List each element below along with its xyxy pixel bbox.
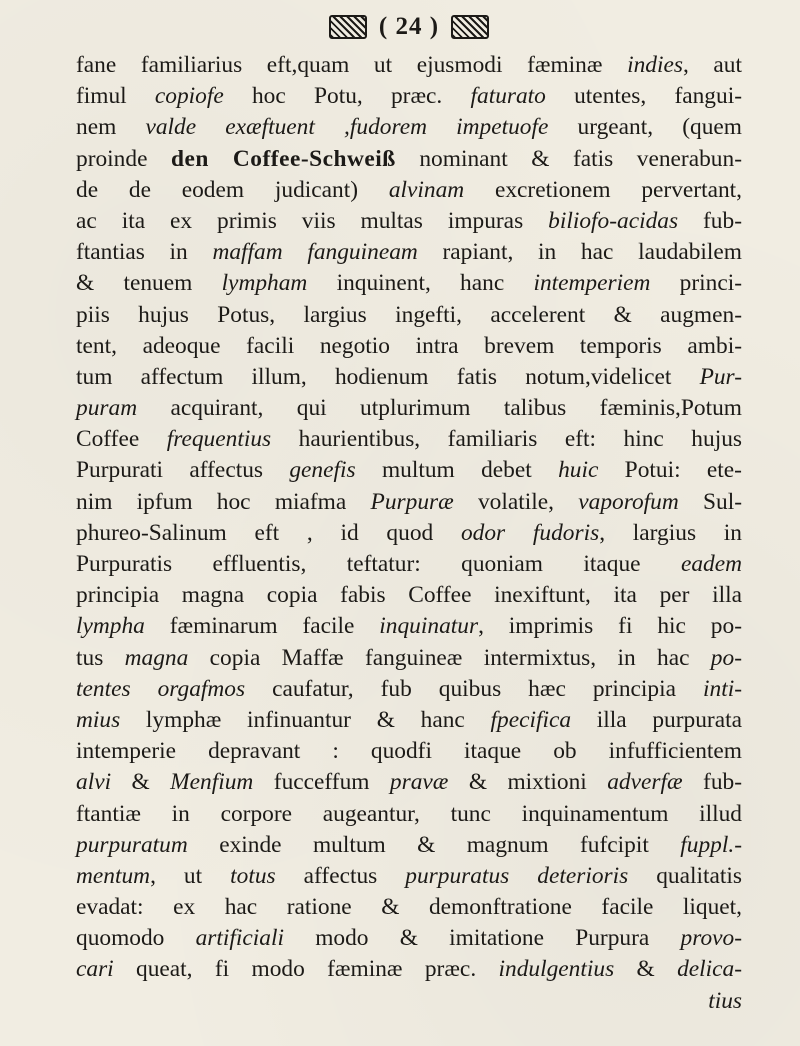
text-line [76,268,742,299]
italic-text: copiofe [154,83,224,110]
text-segment: urgeant, (quem [548,114,743,141]
text-segment: excretionem pervertant, [464,176,743,203]
right-ornament-icon [451,15,489,39]
body-text [76,50,742,1017]
text-segment: principia magna copia fabis Coffee inexiftunt, ita per illa [76,582,742,609]
text-line [76,643,742,674]
italic-text: valde exæftuent ,fudorem impetuofe [145,114,549,141]
text-segment: hoc Potu, præc. [223,83,471,110]
text-line [76,705,742,736]
text-line [76,144,742,175]
text-segment: & tenuem [76,270,222,297]
text-segment: tus [76,644,125,671]
italic-text: lympha [76,613,145,640]
text-segment: nem [76,114,146,141]
text-segment: princi- [650,270,742,297]
text-segment: Sul- [678,488,742,515]
text-segment: fimul [76,83,155,110]
text-segment: intemperie depravant : quodfi itaque ob infufficientem [76,738,742,765]
italic-text: pravæ [389,769,449,796]
text-segment: nim ipfum hoc miafma [76,488,371,515]
text-segment: & [111,769,171,796]
text-line [76,736,742,767]
text-segment: , aut [682,52,742,78]
text-segment: Potui: ete- [598,457,742,484]
text-line [76,611,742,642]
italic-text: tius [708,987,742,1014]
text-line [76,830,742,861]
italic-text: provo- [680,925,743,952]
text-line [76,362,742,393]
italic-text: fpecifica [490,706,572,733]
text-line [76,424,742,455]
italic-text: frequentius [166,426,272,453]
text-segment: Purpurati affectus [76,457,290,484]
text-line [76,580,742,611]
italic-text: indies [627,52,683,78]
italic-text: artificiali [195,925,284,952]
italic-text: Pur- [699,363,742,390]
text-segment: fucceffum [253,769,390,796]
text-line [76,767,742,798]
text-line [76,861,742,892]
italic-text: fuppl.- [680,831,742,858]
text-segment: qualitatis [628,862,742,889]
italic-text: inquinatur [379,613,479,640]
text-line [76,300,742,331]
text-segment: tum affectum illum, hodienum fatis notum,videlicet [76,363,700,390]
italic-text: magna [124,644,189,671]
italic-text: biliofo-acidas [548,207,679,234]
italic-text: totus [230,862,276,889]
text-segment: tent, adeoque facili negotio intra brevem temporis ambi- [76,332,742,359]
italic-text: huic [558,457,599,484]
text-line [76,674,742,705]
text-line [76,892,742,923]
text-segment: caufatur, fub quibus hæc principia [245,675,704,702]
italic-text: puram [76,395,138,422]
text-segment: & mixtioni [448,769,608,796]
text-segment: , ut [150,862,231,889]
italic-text: eadem [680,551,742,577]
text-line [76,923,742,954]
text-line [76,206,742,237]
italic-text: tentes orgafmos [76,675,246,702]
text-segment: utentes, fangui- [545,83,742,110]
text-segment: ftantias in [76,239,213,266]
text-segment: phureo-Salinum eft , id quod [76,519,461,546]
text-line [76,237,742,268]
text-segment: inquinent, hanc [307,270,534,297]
text-line [76,331,742,362]
left-ornament-icon [329,15,367,39]
text-segment: den Coffee-Schweiß [170,145,396,172]
italic-text: purpuratum [76,831,188,858]
text-segment: piis hujus Potus, largius ingefti, accelerent & augmen- [76,301,742,328]
page-number: ( 24 ) [378,13,440,40]
text-line [76,455,742,486]
text-segment: acquirant, qui utplurimum talibus fæminis,Potum [137,395,742,422]
page-header [76,0,742,50]
italic-text: adverfæ [607,769,683,796]
text-segment: multum debet [355,457,559,484]
text-segment: copia Maffæ fanguineæ intermixtus, in hac [188,644,711,671]
italic-text: mentum [76,862,151,889]
text-segment: exinde multum & magnum fufcipit [187,831,681,858]
text-segment: & [614,956,678,983]
italic-text: alvinam [388,176,465,203]
italic-text: indulgentius [498,956,615,983]
text-line [76,799,742,830]
text-line [76,393,742,424]
italic-text: vaporofum [578,488,679,515]
text-line [76,954,742,985]
italic-text: alvi [76,769,112,796]
italic-text: intemperiem [533,270,651,297]
italic-text: purpuratus deterioris [405,862,629,889]
text-line [76,175,742,206]
text-segment: queat, fi modo fæminæ præc. [113,956,499,983]
text-segment: affectus [275,862,406,889]
text-segment: ac ita ex primis viis multas impuras [76,207,549,234]
italic-text: genefis [289,457,356,484]
text-segment: evadat: ex hac ratione & demonftratione facile liquet, [76,894,742,921]
italic-text: po- [710,644,742,671]
text-segment: fub- [678,207,742,234]
italic-text: lympham [221,270,308,297]
italic-text: mius [76,706,121,733]
text-line [76,518,742,549]
text-line [76,986,742,1017]
text-segment: fane familiarius eft,quam ut ejusmodi fæminæ [76,52,628,78]
text-segment: ftantiæ in corpore augeantur, tunc inquinamentum illud [76,800,742,827]
text-segment: Purpuratis effluentis, teftatur: quoniam itaque [76,551,681,577]
text-line [76,487,742,518]
text-segment: rapiant, in hac laudabilem [417,239,742,266]
text-segment: lymphæ infinuantur & hanc [120,706,491,733]
italic-text: Menfium [170,769,254,796]
text-segment: quomodo [76,925,196,952]
text-segment: illa purpurata [571,706,742,733]
text-segment: , imprimis fi hic po- [478,613,742,640]
italic-text: cari [76,956,114,983]
text-segment: volatile, [453,488,579,515]
italic-text: delica- [677,956,743,983]
text-segment: haurientibus, familiaris eft: hinc hujus [271,426,742,453]
italic-text: inti- [703,675,742,702]
text-segment: Coffee [76,426,167,453]
text-segment: proinde [76,145,171,172]
italic-text: Purpuræ [370,488,454,515]
text-segment: , largius in [599,519,742,546]
text-segment: fub- [682,769,742,796]
text-segment: nominant & fatis venerabun- [395,145,742,172]
text-segment: fæminarum facile [144,613,380,640]
italic-text: faturato [470,83,546,110]
italic-text: odor fudoris [460,519,600,546]
text-line [76,112,742,143]
text-segment: de de eodem judicant) [76,176,389,203]
text-segment: modo & imitatione Purpura [283,925,681,952]
text-line [76,81,742,112]
text-line [76,50,742,81]
italic-text: maffam fanguineam [212,239,418,266]
text-line [76,549,742,580]
